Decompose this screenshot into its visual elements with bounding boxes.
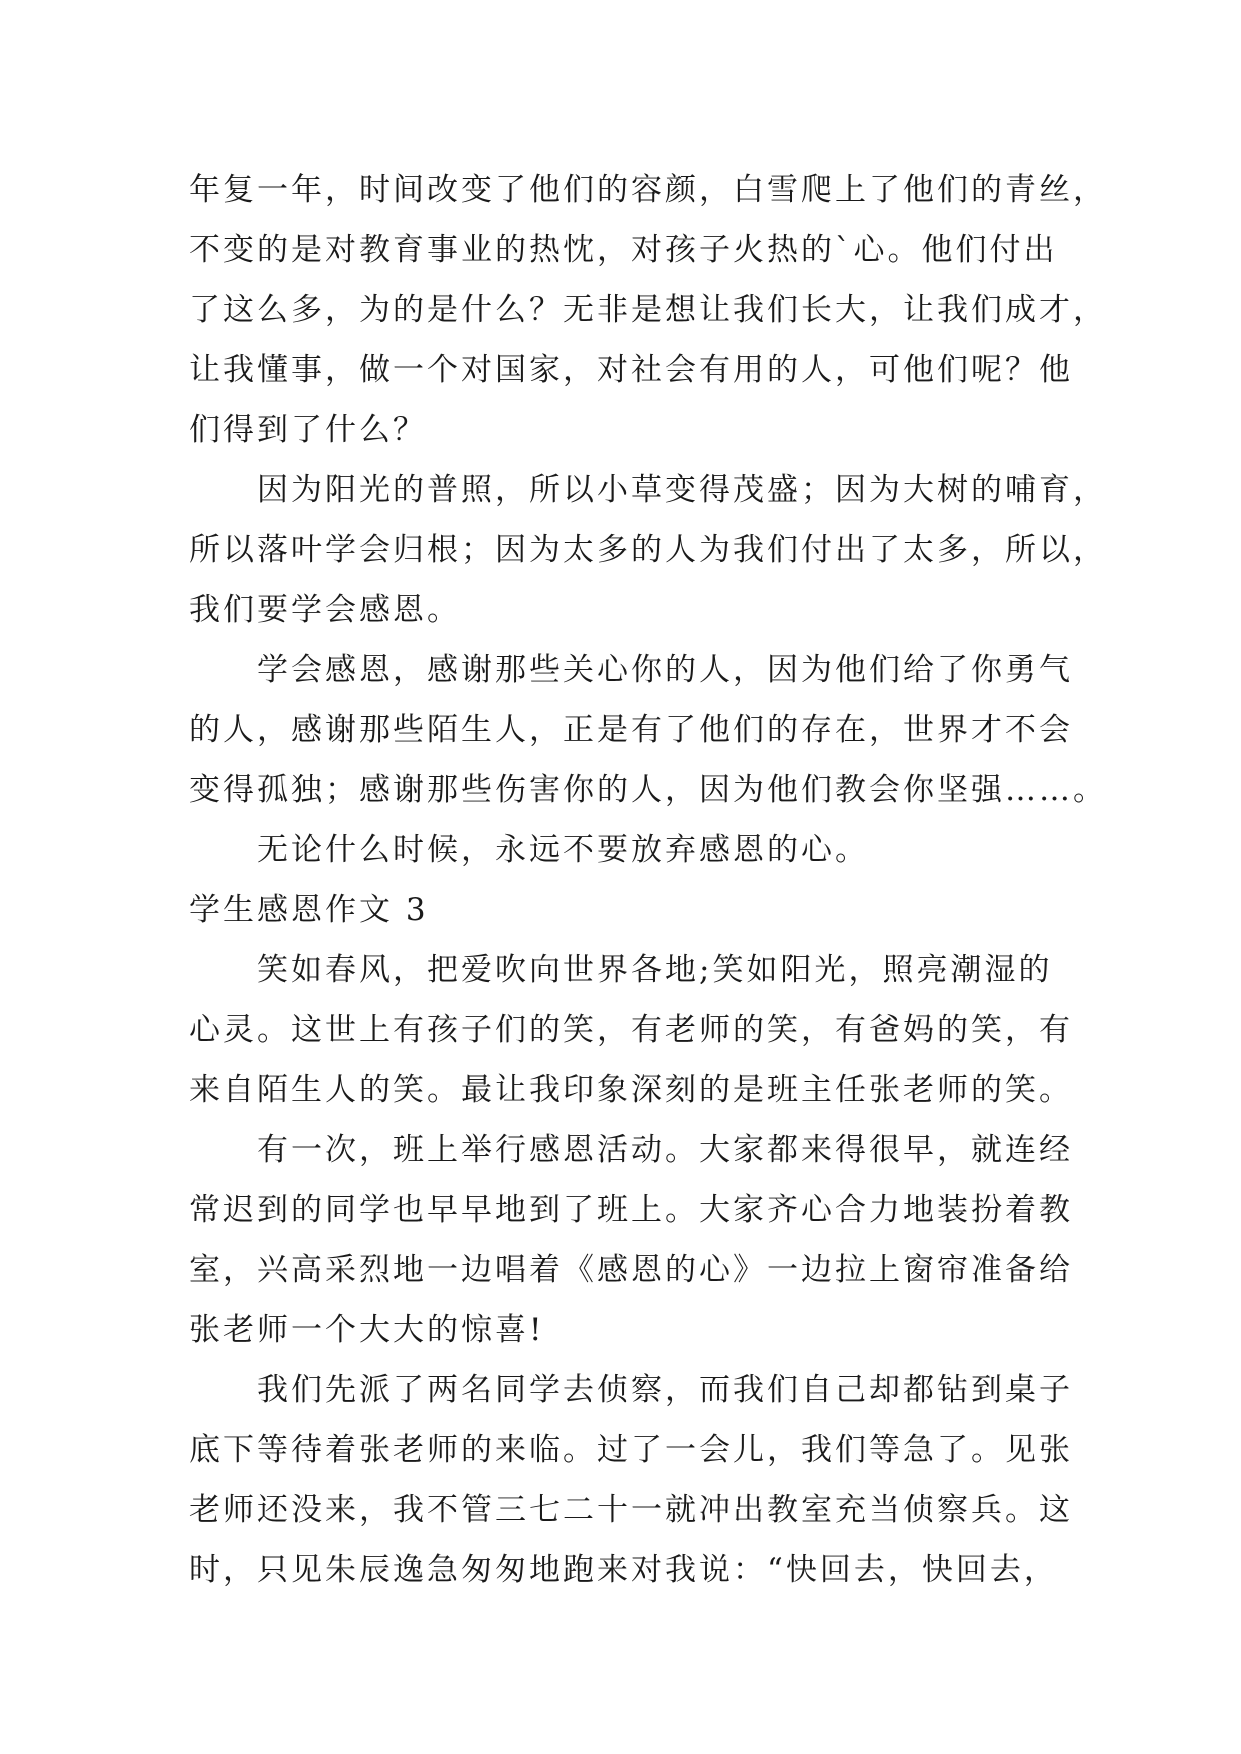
text-line: 来自陌生人的笑。最让我印象深刻的是班主任张老师的笑。	[189, 1072, 1073, 1108]
text-line: 室，兴高采烈地一边唱着《感恩的心》一边拉上窗帘准备给	[189, 1252, 1073, 1288]
text-line: 不变的是对教育事业的热忱，对孩子火热的`心。他们付出	[189, 232, 1058, 268]
text-line: 们得到了什么？	[189, 412, 427, 448]
text-line: 心灵。这世上有孩子们的笑，有老师的笑，有爸妈的笑，有	[189, 1012, 1073, 1048]
text-line: 年复一年，时间改变了他们的容颜，白雪爬上了他们的青丝，	[189, 172, 1107, 208]
paragraph-start-line: 笑如春风，把爱吹向世界各地;笑如阳光，照亮潮湿的	[257, 952, 1053, 988]
text-line: 让我懂事，做一个对国家，对社会有用的人，可他们呢？他	[189, 352, 1073, 388]
paragraph-start-line: 无论什么时候，永远不要放弃感恩的心。	[257, 832, 869, 868]
text-line: 时，只见朱辰逸急匆匆地跑来对我说：“快回去，快回去，	[189, 1552, 1058, 1588]
essay-body	[189, 160, 1107, 1600]
text-line: 老师还没来，我不管三七二十一就冲出教室充当侦察兵。这	[189, 1492, 1073, 1528]
text-line: 常迟到的同学也早早地到了班上。大家齐心合力地装扮着教	[189, 1192, 1073, 1228]
paragraph-start-line: 有一次，班上举行感恩活动。大家都来得很早，就连经	[257, 1132, 1073, 1168]
section-heading: 学生感恩作文 3	[189, 892, 429, 928]
text-line: 了这么多，为的是什么？无非是想让我们长大，让我们成才，	[189, 292, 1107, 328]
text-line: 我们要学会感恩。	[189, 592, 461, 628]
text-line: 的人，感谢那些陌生人，正是有了他们的存在，世界才不会	[189, 712, 1073, 748]
paragraph-start-line: 学会感恩，感谢那些关心你的人，因为他们给了你勇气	[257, 652, 1073, 688]
text-line: 所以落叶学会归根；因为太多的人为我们付出了太多，所以，	[189, 532, 1107, 568]
text-line: 变得孤独；感谢那些伤害你的人，因为他们教会你坚强……。	[189, 772, 1107, 808]
paragraph-start-line: 因为阳光的普照，所以小草变得茂盛；因为大树的哺育，	[257, 472, 1107, 508]
text-line: 张老师一个大大的惊喜!	[189, 1312, 545, 1348]
text-line: 底下等待着张老师的来临。过了一会儿，我们等急了。见张	[189, 1432, 1073, 1468]
paragraph-start-line: 我们先派了两名同学去侦察，而我们自己却都钻到桌子	[257, 1372, 1073, 1408]
